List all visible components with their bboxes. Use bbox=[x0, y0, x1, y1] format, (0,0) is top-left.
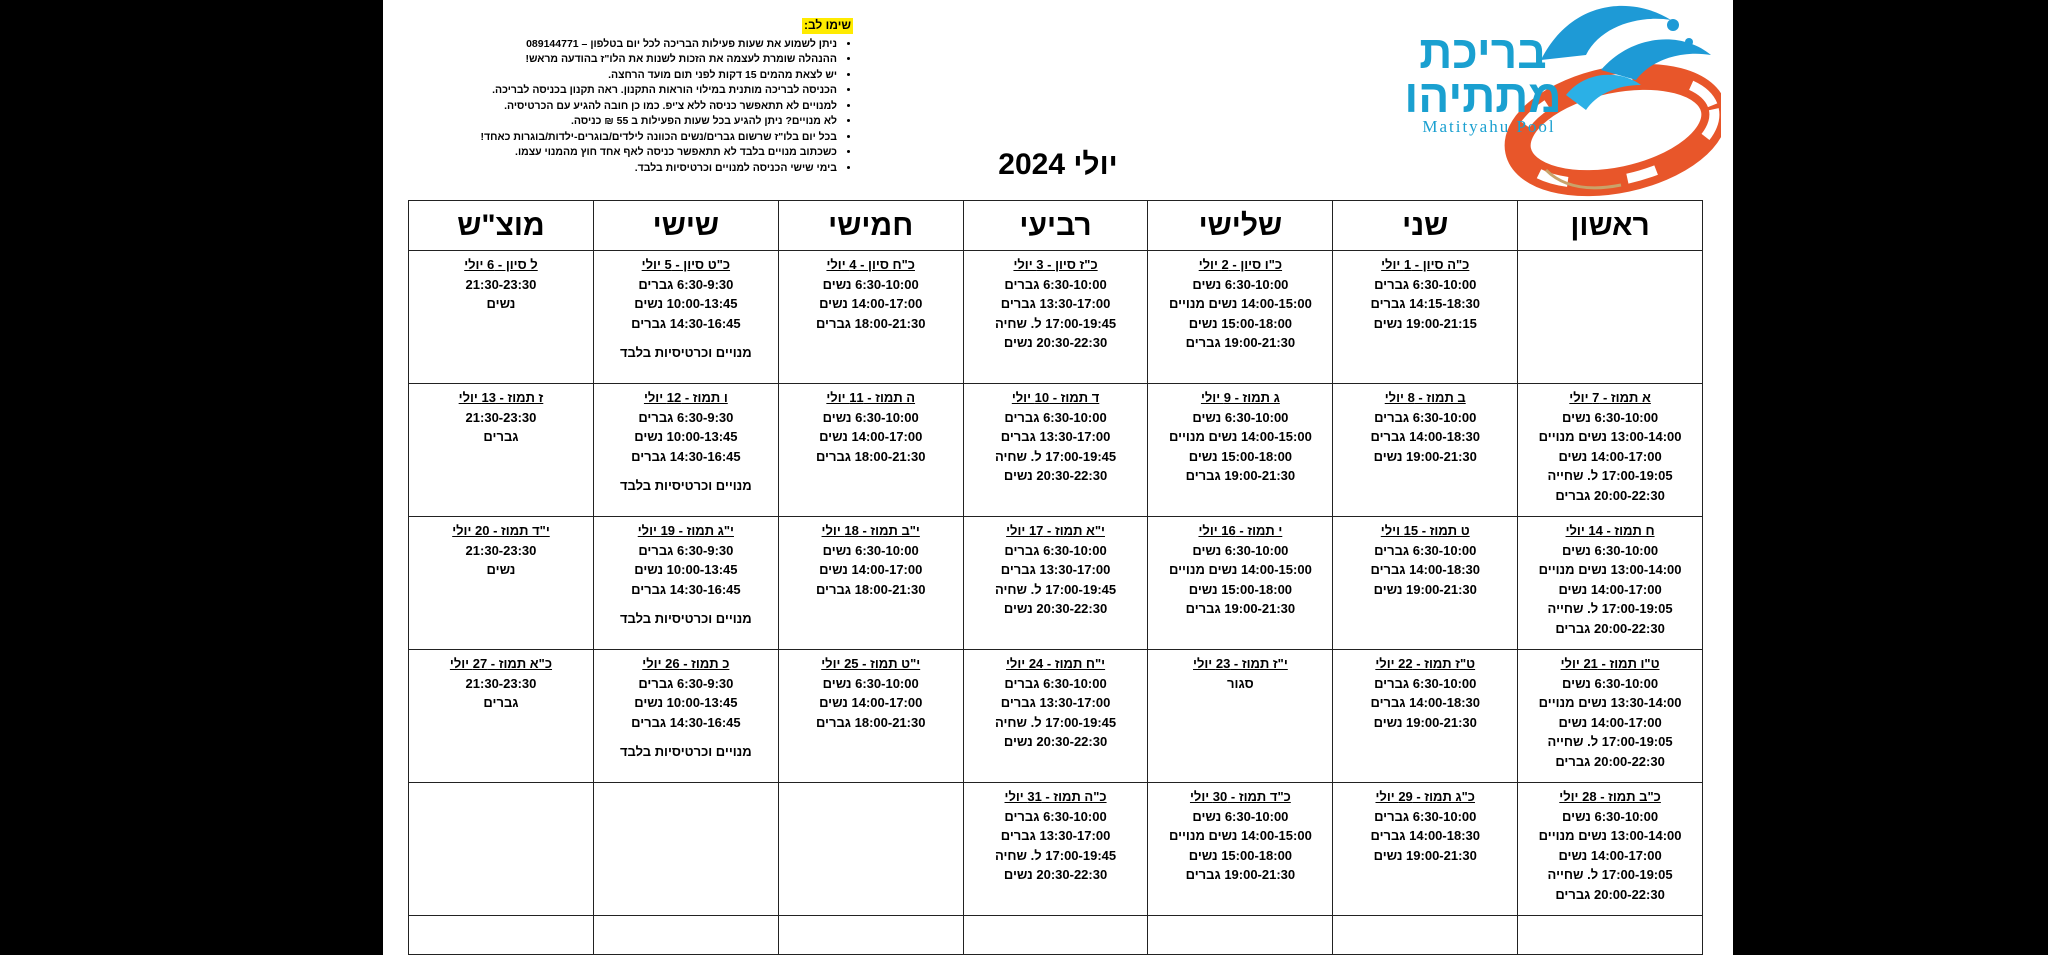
schedule-line: 14:00-17:00 נשים bbox=[819, 695, 923, 710]
schedule-line: גברים bbox=[483, 429, 519, 444]
schedule-line: 14:00-15:00 נשים מנויים bbox=[1168, 296, 1312, 311]
schedule-line: 15:00-18:00 נשים bbox=[1188, 315, 1293, 331]
schedule-line: 6:30-10:00 נשים bbox=[822, 276, 919, 292]
schedule-line: נשים bbox=[486, 296, 516, 311]
day-header: שישי bbox=[593, 201, 778, 251]
day-header: שני bbox=[1333, 201, 1518, 251]
page-title: יולי 2024 bbox=[998, 148, 1118, 181]
day-date: י"ג תמוז - 19 יולי bbox=[637, 523, 734, 538]
schedule-line: 17:00-19:45 ל. שחיה bbox=[994, 448, 1117, 464]
schedule-line: 6:30-9:30 גברים bbox=[638, 409, 734, 425]
day-cell bbox=[963, 517, 1148, 650]
schedule-line: 14:30-16:45 גברים bbox=[631, 448, 741, 464]
logo-english: Matityahu Pool bbox=[1422, 117, 1556, 136]
schedule-line: 13:30-17:00 גברים bbox=[1000, 429, 1111, 444]
day-date: ד תמוז - 10 יולי bbox=[1011, 390, 1100, 405]
notice-item: • בימי שישי הכניסה למנויים וכרטיסיות בלבד. bbox=[433, 161, 837, 177]
week-row bbox=[409, 384, 1703, 517]
empty-row bbox=[409, 916, 1703, 955]
schedule-line: 18:00-21:30 גברים bbox=[815, 315, 926, 331]
schedule-line: 6:30-10:00 גברים bbox=[1004, 276, 1107, 292]
schedule-line: 13:00-14:00 נשים מנויים bbox=[1538, 429, 1682, 444]
day-cell bbox=[1333, 650, 1518, 783]
schedule-line: 6:30-10:00 נשים bbox=[822, 409, 919, 425]
schedule-line: 17:00-19:05 ל. שחייה bbox=[1547, 734, 1673, 749]
day-date: י"ד תמוז - 20 יולי bbox=[452, 523, 550, 538]
day-cell bbox=[409, 783, 594, 916]
schedule-line: 6:30-10:00 נשים bbox=[1192, 808, 1289, 824]
schedule-line: 14:00-17:00 נשים bbox=[819, 562, 923, 577]
schedule-line: 18:00-21:30 גברים bbox=[815, 448, 926, 464]
empty-cell bbox=[409, 916, 594, 955]
schedule-line: 14:00-15:00 נשים מנויים bbox=[1168, 562, 1312, 577]
day-cell bbox=[1148, 384, 1333, 517]
schedule-line: 21:30-23:30 bbox=[465, 276, 537, 292]
notice-item: • יש לצאת מהמים 15 דקות לפני תום מועד הרחצה. bbox=[433, 68, 837, 84]
schedule-line: 13:30-17:00 גברים bbox=[1000, 296, 1111, 311]
notice-item: • כשכתוב מנויים בלבד לא תתאפשר כניסה לאף אחד חוץ מהמנוי עצמו. bbox=[433, 145, 837, 161]
schedule-line: 6:30-10:00 גברים bbox=[1004, 675, 1107, 691]
day-date: כ"ד תמוז - 30 יולי bbox=[1189, 789, 1291, 804]
schedule-line: 17:00-19:05 ל. שחייה bbox=[1547, 867, 1673, 882]
schedule-line: 17:00-19:45 ל. שחיה bbox=[994, 315, 1117, 331]
members-only-note: מנויים וכרטיסיות בלבד bbox=[619, 478, 752, 493]
schedule-line: 6:30-10:00 גברים bbox=[1374, 542, 1477, 558]
day-cell bbox=[1518, 251, 1703, 384]
day-cell bbox=[593, 650, 778, 783]
day-cell bbox=[778, 517, 963, 650]
schedule-line: 6:30-10:00 נשים bbox=[822, 675, 919, 691]
day-date: כ"א תמוז - 27 יולי bbox=[449, 656, 553, 671]
day-cell bbox=[1518, 517, 1703, 650]
day-header: ראשון bbox=[1518, 201, 1703, 251]
members-only-note: מנויים וכרטיסיות בלבד bbox=[619, 744, 752, 759]
day-date: י"ח תמוז - 24 יולי bbox=[1006, 656, 1106, 671]
schedule-line: 14:00-18:30 גברים bbox=[1370, 695, 1480, 710]
week-row bbox=[409, 517, 1703, 650]
schedule-line: 14:00-18:30 גברים bbox=[1370, 562, 1480, 577]
notice-item: • הכניסה לבריכה מותנית במילוי הוראות התקנון. ראה תקנון בכניסה לבריכה. bbox=[433, 83, 837, 99]
schedule-line: 14:30-16:45 גברים bbox=[631, 315, 741, 331]
members-only-note: מנויים וכרטיסיות בלבד bbox=[619, 611, 752, 626]
day-cell bbox=[778, 783, 963, 916]
empty-cell bbox=[1518, 916, 1703, 955]
schedule-line: 17:00-19:45 ל. שחיה bbox=[994, 581, 1117, 597]
schedule-line: 14:00-15:00 נשים מנויים bbox=[1168, 828, 1312, 843]
day-cell bbox=[1148, 783, 1333, 916]
empty-cell bbox=[593, 916, 778, 955]
schedule-line: 6:30-9:30 גברים bbox=[638, 276, 734, 292]
schedule-line: 13:30-14:00 נשים מנויים bbox=[1538, 695, 1682, 710]
schedule-line: 21:30-23:30 bbox=[465, 675, 537, 691]
schedule-line: 6:30-10:00 נשים bbox=[1192, 409, 1289, 425]
empty-cell bbox=[963, 916, 1148, 955]
day-cell bbox=[1518, 650, 1703, 783]
schedule-line: 14:30-16:45 גברים bbox=[631, 714, 741, 730]
schedule-line: 15:00-18:00 נשים bbox=[1188, 448, 1293, 464]
schedule-line: 13:00-14:00 נשים מנויים bbox=[1538, 828, 1682, 843]
empty-cell bbox=[1148, 916, 1333, 955]
day-cell bbox=[963, 251, 1148, 384]
day-date: י"ב תמוז - 18 יולי bbox=[821, 523, 920, 538]
schedule-line: 14:00-17:00 נשים bbox=[1558, 847, 1662, 863]
day-date: ח תמוז - 14 יולי bbox=[1565, 523, 1655, 538]
schedule-line: 15:00-18:00 נשים bbox=[1188, 581, 1293, 597]
empty-cell bbox=[1333, 916, 1518, 955]
schedule-line: 6:30-10:00 נשים bbox=[1562, 808, 1659, 824]
schedule-line: 6:30-10:00 גברים bbox=[1004, 808, 1107, 824]
schedule-line: 6:30-10:00 נשים bbox=[822, 542, 919, 558]
logo-line2: מתתיהו bbox=[1404, 70, 1562, 122]
schedule-line: 14:00-17:00 נשים bbox=[1558, 448, 1662, 464]
day-date: י"א תמוז - 17 יולי bbox=[1006, 523, 1105, 538]
day-date: כ"ה סיון - 1 יולי bbox=[1381, 257, 1470, 272]
notice-title: שימו לב: bbox=[803, 18, 851, 32]
schedule-line: 19:00-21:30 גברים bbox=[1185, 601, 1296, 616]
schedule-line: 14:00-18:30 גברים bbox=[1370, 429, 1480, 444]
schedule-line: 17:00-19:45 ל. שחיה bbox=[994, 714, 1117, 730]
schedule-page bbox=[383, 0, 1733, 955]
schedule-line: 6:30-10:00 גברים bbox=[1374, 808, 1477, 824]
day-cell bbox=[1333, 251, 1518, 384]
schedule-line: 6:30-10:00 נשים bbox=[1562, 542, 1659, 558]
schedule-line: סגור bbox=[1227, 675, 1254, 691]
day-date: ז תמוז - 13 יולי bbox=[458, 390, 544, 405]
day-date: ה תמוז - 11 יולי bbox=[826, 390, 916, 405]
schedule-line: 21:30-23:30 bbox=[465, 542, 537, 558]
schedule-line: 6:30-10:00 נשים bbox=[1192, 276, 1289, 292]
schedule-line: 19:00-21:30 נשים bbox=[1373, 714, 1477, 730]
week-row bbox=[409, 251, 1703, 384]
day-header: שלישי bbox=[1148, 201, 1333, 251]
schedule-line: 20:00-22:30 גברים bbox=[1555, 620, 1665, 636]
schedule-line: 17:00-19:05 ל. שחייה bbox=[1547, 468, 1673, 483]
day-date: כ"ו סיון - 2 יולי bbox=[1198, 257, 1283, 272]
day-date: ב תמוז - 8 יולי bbox=[1384, 390, 1466, 405]
schedule-line: 6:30-10:00 נשים bbox=[1192, 542, 1289, 558]
day-date: כ"ט סיון - 5 יולי bbox=[641, 257, 731, 272]
schedule-line: 6:30-10:00 גברים bbox=[1374, 675, 1477, 691]
calendar-table bbox=[408, 200, 1703, 955]
schedule-line: 10:00-13:45 נשים bbox=[634, 296, 738, 311]
schedule-line: 20:30-22:30 נשים bbox=[1003, 468, 1108, 483]
logo-line1: בריכת bbox=[1419, 26, 1547, 78]
day-date: כ"ה תמוז - 31 יולי bbox=[1004, 789, 1107, 804]
day-date: כ"ח סיון - 4 יולי bbox=[826, 257, 915, 272]
day-cell bbox=[1518, 783, 1703, 916]
day-cell bbox=[1518, 384, 1703, 517]
calendar-body bbox=[409, 251, 1703, 955]
week-row bbox=[409, 650, 1703, 783]
day-cell bbox=[1148, 517, 1333, 650]
week-row bbox=[409, 783, 1703, 916]
day-date: ט"ז תמוז - 22 יולי bbox=[1375, 656, 1476, 671]
schedule-line: 17:00-19:45 ל. שחיה bbox=[994, 847, 1117, 863]
day-date: ט"ו תמוז - 21 יולי bbox=[1560, 656, 1660, 671]
day-date: ו תמוז - 12 יולי bbox=[643, 390, 728, 405]
day-cell bbox=[593, 783, 778, 916]
day-cell bbox=[963, 650, 1148, 783]
day-header: מוצ"ש bbox=[409, 201, 594, 251]
day-date: ט תמוז - 15 וילי bbox=[1380, 523, 1470, 538]
schedule-line: 20:00-22:30 גברים bbox=[1555, 487, 1665, 503]
schedule-line: 6:30-9:30 גברים bbox=[638, 675, 734, 691]
schedule-line: 13:30-17:00 גברים bbox=[1000, 562, 1111, 577]
day-date: י"ז תמוז - 23 יולי bbox=[1193, 656, 1288, 671]
schedule-line: 19:00-21:30 נשים bbox=[1373, 847, 1477, 863]
schedule-line: 20:00-22:30 גברים bbox=[1555, 886, 1665, 902]
day-cell bbox=[1148, 251, 1333, 384]
schedule-line: 20:00-22:30 גברים bbox=[1555, 753, 1665, 769]
day-cell bbox=[593, 517, 778, 650]
schedule-line: 14:00-18:30 גברים bbox=[1370, 828, 1480, 843]
schedule-line: 17:00-19:05 ל. שחייה bbox=[1547, 601, 1673, 616]
schedule-line: 18:00-21:30 גברים bbox=[815, 714, 926, 730]
schedule-line: 14:00-17:00 נשים bbox=[819, 429, 923, 444]
schedule-line: 20:30-22:30 נשים bbox=[1003, 601, 1108, 616]
notice-item: • לא מנויים? ניתן להגיע בכל שעות הפעילות ב 55 ₪ כניסה. bbox=[433, 114, 837, 130]
day-header-row bbox=[409, 201, 1703, 251]
day-cell bbox=[593, 384, 778, 517]
day-cell bbox=[409, 384, 594, 517]
day-date: כ"ג תמוז - 29 יולי bbox=[1375, 789, 1475, 804]
notice-item: • ניתן לשמוע את שעות פעילות הבריכה לכל יום בטלפון – 089144771 bbox=[433, 37, 837, 53]
day-cell bbox=[778, 251, 963, 384]
schedule-line: 6:30-10:00 נשים bbox=[1562, 675, 1659, 691]
schedule-line: 21:30-23:30 bbox=[465, 409, 537, 425]
schedule-line: 14:15-18:30 גברים bbox=[1370, 296, 1480, 311]
day-date: י"ט תמוז - 25 יולי bbox=[821, 656, 921, 671]
day-date: כ"ז סיון - 3 יולי bbox=[1013, 257, 1098, 272]
schedule-line: 6:30-10:00 גברים bbox=[1004, 409, 1107, 425]
schedule-line: 19:00-21:30 גברים bbox=[1185, 468, 1296, 483]
schedule-line: גברים bbox=[483, 695, 519, 710]
schedule-line: 20:30-22:30 נשים bbox=[1003, 335, 1108, 350]
day-date: כ"ב תמוז - 28 יולי bbox=[1559, 789, 1661, 804]
empty-cell bbox=[778, 916, 963, 955]
schedule-line: 14:00-15:00 נשים מנויים bbox=[1168, 429, 1312, 444]
schedule-line: 19:00-21:30 נשים bbox=[1373, 581, 1477, 597]
schedule-line: 6:30-10:00 גברים bbox=[1004, 542, 1107, 558]
day-cell bbox=[778, 384, 963, 517]
notice-item: • למנויים לא תתאפשר כניסה ללא צ'יפ. כמו כן חובה להגיע עם הכרטיסיה. bbox=[433, 99, 837, 115]
notice-item: • ההנהלה שומרת לעצמה את הזכות לשנות את הלו"ז בהודעה מראש! bbox=[433, 52, 837, 68]
notice-item: • בכל יום בלו"ז שרשום גברים/נשים הכוונה לילדים/בוגרים-ילדות/בוגרות כאחד! bbox=[433, 130, 837, 146]
day-cell bbox=[1333, 517, 1518, 650]
schedule-line: 18:00-21:30 גברים bbox=[815, 581, 926, 597]
schedule-line: 14:00-17:00 נשים bbox=[1558, 581, 1662, 597]
day-cell bbox=[1148, 650, 1333, 783]
schedule-line: נשים bbox=[486, 562, 516, 577]
day-header: רביעי bbox=[963, 201, 1148, 251]
day-cell bbox=[409, 650, 594, 783]
schedule-line: 19:00-21:30 נשים bbox=[1373, 448, 1477, 464]
schedule-line: 6:30-10:00 נשים bbox=[1562, 409, 1659, 425]
schedule-line: 19:00-21:15 נשים bbox=[1373, 315, 1477, 331]
day-date: י תמוז - 16 יולי bbox=[1198, 523, 1283, 538]
schedule-line: 6:30-10:00 גברים bbox=[1374, 409, 1477, 425]
schedule-line: 14:30-16:45 גברים bbox=[631, 581, 741, 597]
schedule-line: 20:30-22:30 נשים bbox=[1003, 867, 1108, 882]
schedule-line: 6:30-9:30 גברים bbox=[638, 542, 734, 558]
day-date: ל סיון - 6 יולי bbox=[464, 257, 538, 272]
day-date: א תמוז - 7 יולי bbox=[1569, 390, 1651, 405]
schedule-line: 13:00-14:00 נשים מנויים bbox=[1538, 562, 1682, 577]
schedule-line: 13:30-17:00 גברים bbox=[1000, 828, 1111, 843]
day-date: כ תמוז - 26 יולי bbox=[642, 656, 730, 671]
day-cell bbox=[409, 251, 594, 384]
day-cell bbox=[593, 251, 778, 384]
schedule-line: 10:00-13:45 נשים bbox=[634, 562, 738, 577]
day-cell bbox=[778, 650, 963, 783]
day-header: חמישי bbox=[778, 201, 963, 251]
day-cell bbox=[963, 384, 1148, 517]
schedule-line: 19:00-21:30 גברים bbox=[1185, 867, 1296, 882]
schedule-line: 19:00-21:30 גברים bbox=[1185, 335, 1296, 350]
members-only-note: מנויים וכרטיסיות בלבד bbox=[619, 345, 752, 360]
schedule-line: 14:00-17:00 נשים bbox=[819, 296, 923, 311]
schedule-line: 15:00-18:00 נשים bbox=[1188, 847, 1293, 863]
day-cell bbox=[1333, 384, 1518, 517]
schedule-line: 13:30-17:00 גברים bbox=[1000, 695, 1111, 710]
schedule-line: 10:00-13:45 נשים bbox=[634, 695, 738, 710]
day-date: ג תמוז - 9 יולי bbox=[1200, 390, 1280, 405]
schedule-line: 20:30-22:30 נשים bbox=[1003, 734, 1108, 749]
day-cell bbox=[1333, 783, 1518, 916]
schedule-line: 6:30-10:00 גברים bbox=[1374, 276, 1477, 292]
schedule-line: 14:00-17:00 נשים bbox=[1558, 714, 1662, 730]
day-cell bbox=[963, 783, 1148, 916]
day-cell bbox=[409, 517, 594, 650]
schedule-line: 10:00-13:45 נשים bbox=[634, 429, 738, 444]
